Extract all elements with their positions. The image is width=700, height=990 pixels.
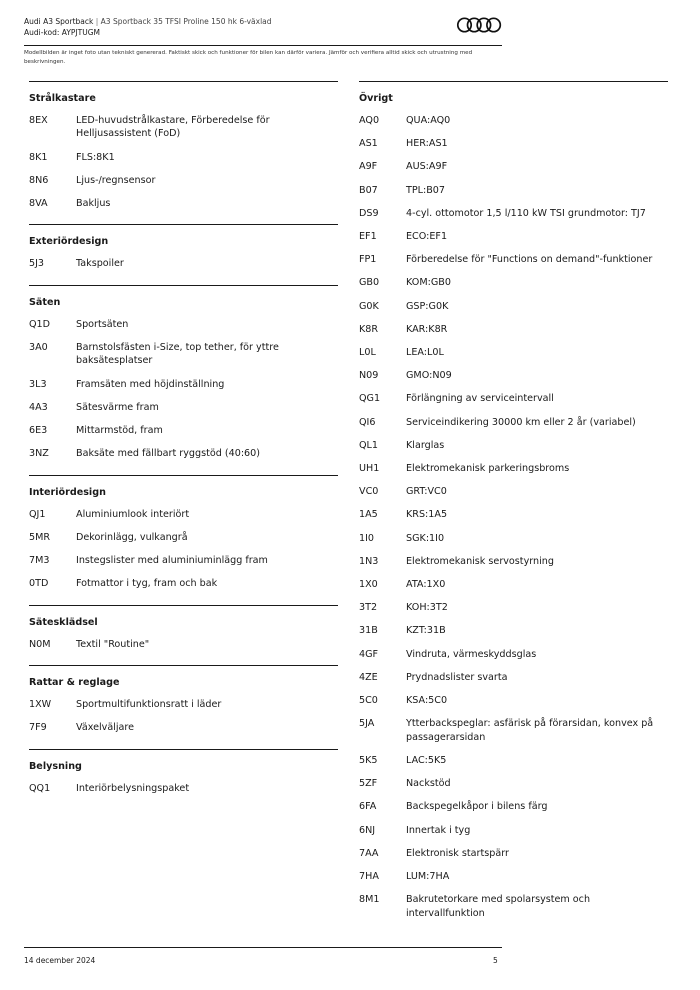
equipment-description: KAR:K8R	[406, 323, 448, 335]
equipment-description: KRS:1A5	[406, 509, 448, 521]
equipment-section	[29, 285, 338, 461]
equipment-item	[29, 114, 338, 141]
equipment-item	[29, 341, 338, 368]
equipment-code: EF1	[359, 231, 377, 243]
equipment-item	[359, 893, 668, 920]
equipment-item	[29, 638, 338, 651]
equipment-code: 7F9	[29, 722, 47, 734]
equipment-item	[359, 824, 668, 837]
equipment-item	[359, 508, 668, 521]
equipment-code: 5MR	[29, 531, 51, 543]
equipment-description: Sätesvärme fram	[76, 401, 159, 413]
equipment-code: B07	[359, 184, 378, 196]
equipment-description: Textil "Routine"	[76, 638, 150, 650]
disclaimer-text: Modellbilden är inget foto utan tekniskt genererad. Faktiskt skick och funktioner för bilen kan därför variera. Jämför och verifiera alltid skick och utrustning med beskrivningen.	[24, 50, 473, 65]
section-title: Exteriördesign	[29, 236, 109, 248]
equipment-item	[359, 601, 668, 614]
equipment-item	[359, 323, 668, 336]
equipment-description: Ljus-/regnsensor	[76, 174, 156, 186]
equipment-code: FP1	[359, 254, 377, 266]
equipment-description: AUS:A9F	[406, 161, 448, 173]
audi-code: Audi-kod: AYPJTUGM	[24, 28, 100, 37]
equipment-item	[359, 777, 668, 790]
equipment-item	[29, 698, 338, 711]
equipment-item	[29, 721, 338, 734]
equipment-code: 5ZF	[359, 778, 378, 790]
equipment-code: 7AA	[359, 847, 379, 859]
equipment-description: Aluminiumlook interiört	[76, 508, 190, 520]
title-separator: |	[95, 17, 99, 26]
equipment-description: LUM:7HA	[406, 870, 450, 882]
equipment-code: Q1D	[29, 318, 51, 330]
equipment-description: ATA:1X0	[406, 579, 446, 591]
equipment-code: 1A5	[359, 509, 378, 521]
equipment-description: 4-cyl. ottomotor 1,5 l/110 kW TSI grundmotor: TJ7	[406, 207, 646, 219]
equipment-description: Bakljus	[76, 198, 111, 210]
equipment-code: G0K	[359, 300, 379, 312]
equipment-item	[359, 462, 668, 475]
equipment-code: N0M	[29, 638, 51, 650]
equipment-item	[29, 257, 338, 270]
equipment-description: Instegslister med aluminiuminlägg fram	[76, 555, 268, 567]
equipment-code: 4ZE	[359, 671, 378, 683]
equipment-code: QI6	[359, 416, 376, 428]
equipment-item	[29, 424, 338, 437]
equipment-item	[29, 197, 338, 210]
equipment-description: GSP:G0K	[406, 300, 449, 312]
equipment-code: QL1	[359, 439, 379, 451]
equipment-code: 1I0	[359, 532, 375, 544]
equipment-code: 31B	[359, 625, 378, 637]
equipment-code: 5K5	[359, 754, 378, 766]
equipment-code: AS1	[359, 138, 378, 150]
equipment-item	[29, 508, 338, 521]
equipment-code: 1X0	[359, 579, 378, 591]
equipment-item	[29, 531, 338, 544]
equipment-item	[359, 800, 668, 813]
equipment-description: Ytterbackspeglar: asfärisk på förarsidan, konvex på passagerarsidan	[406, 718, 654, 743]
equipment-code: 5JA	[359, 718, 375, 730]
equipment-code: 4A3	[29, 401, 48, 413]
equipment-item	[29, 447, 338, 460]
equipment-code: 8K1	[29, 151, 48, 163]
equipment-item	[359, 847, 668, 860]
equipment-code: K8R	[359, 323, 379, 335]
document-header	[24, 16, 504, 38]
equipment-item	[359, 230, 668, 243]
equipment-description: Framsäten med höjdinställning	[76, 378, 225, 390]
equipment-code: 3A0	[29, 342, 48, 354]
equipment-description: LEA:L0L	[406, 347, 444, 359]
equipment-description: QUA:AQ0	[406, 115, 451, 126]
equipment-code: L0L	[359, 347, 376, 359]
equipment-description: Bakrutetorkare med spolarsystem och intervallfunktion	[406, 894, 591, 919]
section-title: Interiördesign	[29, 486, 106, 498]
equipment-code: 0TD	[29, 578, 49, 590]
equipment-item	[359, 532, 668, 545]
equipment-description: Innertak i tyg	[406, 824, 471, 836]
equipment-code: VC0	[359, 486, 379, 498]
section-title: Strålkastare	[29, 93, 96, 104]
model-name: Audi A3 Sportback	[24, 17, 94, 26]
equipment-code: 3L3	[29, 378, 47, 390]
equipment-description: Elektronisk startspärr	[406, 847, 509, 859]
equipment-description: Klarglas	[406, 439, 445, 451]
equipment-item	[359, 694, 668, 707]
equipment-item	[359, 184, 668, 197]
equipment-description: Vindruta, värmeskyddsglas	[406, 648, 537, 660]
equipment-item	[359, 648, 668, 661]
equipment-description: Förberedelse för "Functions on demand"-funktioner	[406, 254, 653, 266]
equipment-description: Fotmattor i tyg, fram och bak	[76, 578, 218, 590]
equipment-description: Barnstolsfästen i-Size, top tether, för yttre baksätesplatser	[76, 342, 279, 367]
equipment-code: DS9	[359, 207, 379, 219]
equipment-code: 7M3	[29, 555, 50, 567]
equipment-description: Elektromekanisk parkeringsbroms	[406, 463, 570, 475]
equipment-item	[359, 439, 668, 452]
equipment-code: 6NJ	[359, 824, 376, 836]
equipment-description: TPL:B07	[406, 184, 446, 196]
equipment-section	[29, 81, 338, 210]
equipment-description: Takspoiler	[76, 258, 124, 270]
equipment-description: Elektromekanisk servostyrning	[406, 555, 554, 567]
equipment-item	[29, 174, 338, 187]
footer-date: 14 december 2024	[24, 956, 96, 965]
equipment-code: 3NZ	[29, 448, 49, 460]
equipment-code: 3T2	[359, 602, 378, 614]
equipment-description: Växelväljare	[76, 722, 135, 734]
equipment-item	[29, 577, 338, 590]
equipment-item	[29, 318, 338, 331]
equipment-code: 7HA	[359, 870, 379, 882]
equipment-description: Serviceindikering 30000 km eller 2 år (variabel)	[406, 416, 636, 428]
equipment-item	[359, 555, 668, 568]
equipment-section	[29, 475, 338, 591]
equipment-item	[359, 369, 668, 382]
equipment-item	[359, 578, 668, 591]
model-variant: A3 Sportback 35 TFSI Proline 150 hk 6-växlad	[100, 17, 272, 26]
equipment-code: A9F	[359, 161, 378, 173]
equipment-item	[29, 378, 338, 391]
equipment-code: 8EX	[29, 115, 48, 126]
equipment-code: 6E3	[29, 425, 48, 437]
equipment-description: Interiörbelysningspaket	[76, 782, 190, 794]
equipment-code: 8M1	[359, 894, 380, 906]
equipment-description: KZT:31B	[406, 625, 446, 637]
equipment-description: SGK:1I0	[406, 532, 445, 544]
equipment-item	[359, 870, 668, 883]
equipment-item	[359, 300, 668, 313]
equipment-item	[359, 160, 668, 173]
equipment-code: GB0	[359, 277, 380, 289]
equipment-item	[359, 276, 668, 289]
left-column	[29, 81, 338, 809]
equipment-description: Förlängning av serviceintervall	[406, 393, 554, 405]
equipment-description: FLS:8K1	[76, 151, 115, 163]
equipment-code: 5C0	[359, 695, 378, 707]
equipment-description: Sportsäten	[76, 318, 129, 330]
equipment-description: GMO:N09	[406, 370, 452, 382]
footer-divider	[24, 947, 502, 948]
model-title	[24, 16, 504, 27]
equipment-description: Mittarmstöd, fram	[76, 425, 163, 437]
equipment-description: LAC:5K5	[406, 754, 447, 766]
equipment-code: 6FA	[359, 801, 377, 813]
equipment-code: QJ1	[29, 508, 46, 520]
equipment-description: KOM:GB0	[406, 277, 451, 289]
equipment-item	[359, 416, 668, 429]
equipment-item	[29, 782, 338, 795]
equipment-section	[29, 749, 338, 795]
equipment-code: AQ0	[359, 115, 380, 126]
equipment-description: GRT:VC0	[406, 486, 447, 498]
equipment-description: Sportmultifunktionsratt i läder	[76, 699, 222, 711]
equipment-section	[29, 224, 338, 270]
equipment-item	[29, 401, 338, 414]
equipment-code: UH1	[359, 463, 380, 475]
equipment-code: 8VA	[29, 198, 48, 210]
equipment-section	[29, 665, 338, 735]
equipment-item	[29, 151, 338, 164]
section-title: Säten	[29, 296, 61, 308]
equipment-item	[359, 624, 668, 637]
right-column	[359, 81, 668, 934]
page-number: 5	[493, 956, 498, 965]
equipment-item	[359, 671, 668, 684]
equipment-description: Backspegelkåpor i bilens färg	[406, 801, 548, 813]
equipment-item	[359, 253, 668, 266]
equipment-section	[359, 81, 668, 920]
equipment-item	[359, 137, 668, 150]
section-title: Belysning	[29, 760, 82, 772]
equipment-code: 1N3	[359, 555, 379, 567]
equipment-description: KSA:5C0	[406, 695, 448, 707]
equipment-description: ECO:EF1	[406, 231, 448, 243]
equipment-code: 4GF	[359, 648, 379, 660]
equipment-code: QG1	[359, 393, 381, 405]
equipment-description: Prydnadslister svarta	[406, 671, 508, 683]
equipment-description: LED-huvudstrålkastare, Förberedelse för Helljusassistent (FoD)	[76, 115, 270, 140]
equipment-description: KOH:3T2	[406, 602, 448, 614]
equipment-code: 8N6	[29, 174, 49, 186]
equipment-description: Dekorinlägg, vulkangrå	[76, 531, 188, 543]
equipment-section	[29, 605, 338, 651]
equipment-description: HER:AS1	[406, 138, 448, 150]
equipment-code: 5J3	[29, 258, 45, 270]
header-divider	[24, 45, 502, 46]
equipment-item	[29, 554, 338, 567]
audi-rings-logo-icon	[456, 16, 502, 34]
equipment-item	[359, 392, 668, 405]
equipment-item	[359, 754, 668, 767]
section-title: Övrigt	[359, 93, 393, 104]
equipment-item	[359, 717, 668, 744]
equipment-description: Baksäte med fällbart ryggstöd (40:60)	[76, 448, 261, 460]
equipment-item	[359, 485, 668, 498]
equipment-item	[359, 207, 668, 220]
equipment-item	[359, 346, 668, 359]
equipment-code: 1XW	[29, 699, 52, 711]
section-title: Sätesklädsel	[29, 616, 98, 628]
section-title: Rattar & reglage	[29, 677, 120, 689]
equipment-item	[359, 114, 668, 127]
equipment-code: QQ1	[29, 782, 51, 794]
equipment-code: N09	[359, 370, 379, 382]
equipment-description: Nackstöd	[406, 778, 451, 790]
